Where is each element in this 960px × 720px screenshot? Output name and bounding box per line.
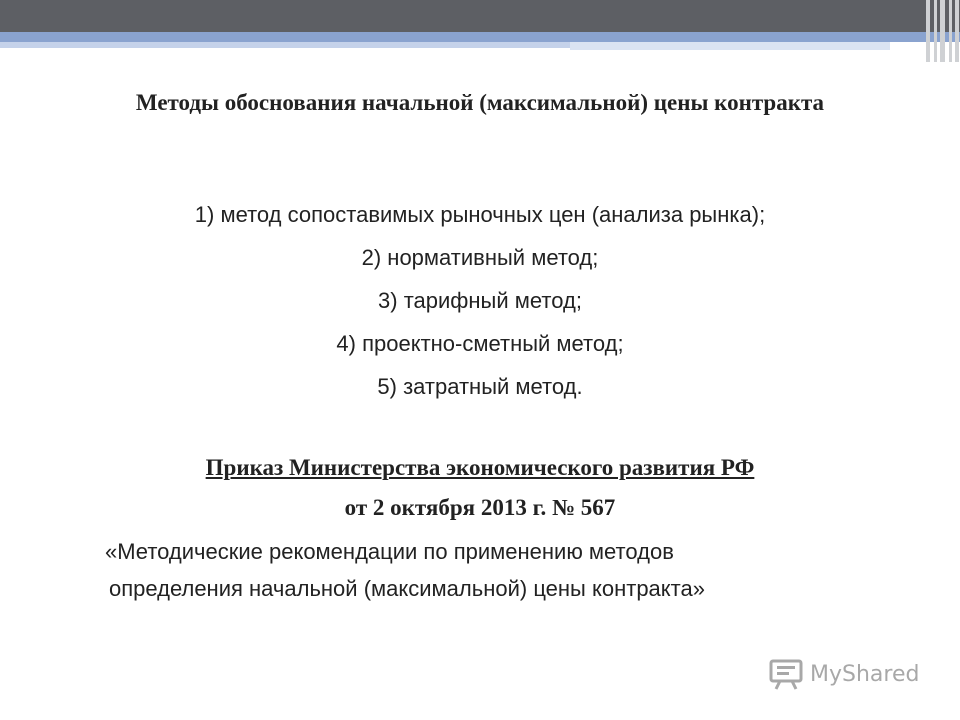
methods-list	[60, 193, 900, 408]
order-description	[105, 533, 875, 607]
order-heading: Приказ Министерства экономического развития РФ	[205, 455, 755, 480]
method-item: 1) метод сопоставимых рыночных цен (анализа рынка);	[194, 202, 766, 227]
order-reference	[60, 448, 900, 528]
order-date: от 2 октября 2013 г. № 567	[344, 495, 616, 520]
watermark	[768, 656, 919, 692]
slide-title: Методы обоснования начальной (максимальной) цены контракта	[135, 90, 825, 115]
slide-top-bar	[0, 0, 960, 32]
slide-corner-stripes	[926, 0, 960, 62]
method-item: 4) проектно-сметный метод;	[336, 331, 624, 356]
slide-accent-bar-light	[0, 42, 570, 48]
method-item: 5) затратный метод.	[377, 374, 583, 399]
presentation-board-icon	[768, 658, 804, 690]
order-description-line2: определения начальной (максимальной) цены контракта»	[109, 576, 705, 601]
slide-accent-line	[570, 50, 890, 52]
order-description-line1: «Методические рекомендации по применению методов	[105, 539, 674, 564]
watermark-text: MyShared	[810, 661, 920, 687]
method-item: 3) тарифный метод;	[378, 288, 582, 313]
slide-accent-bar	[0, 32, 960, 42]
method-item: 2) нормативный метод;	[361, 245, 599, 270]
